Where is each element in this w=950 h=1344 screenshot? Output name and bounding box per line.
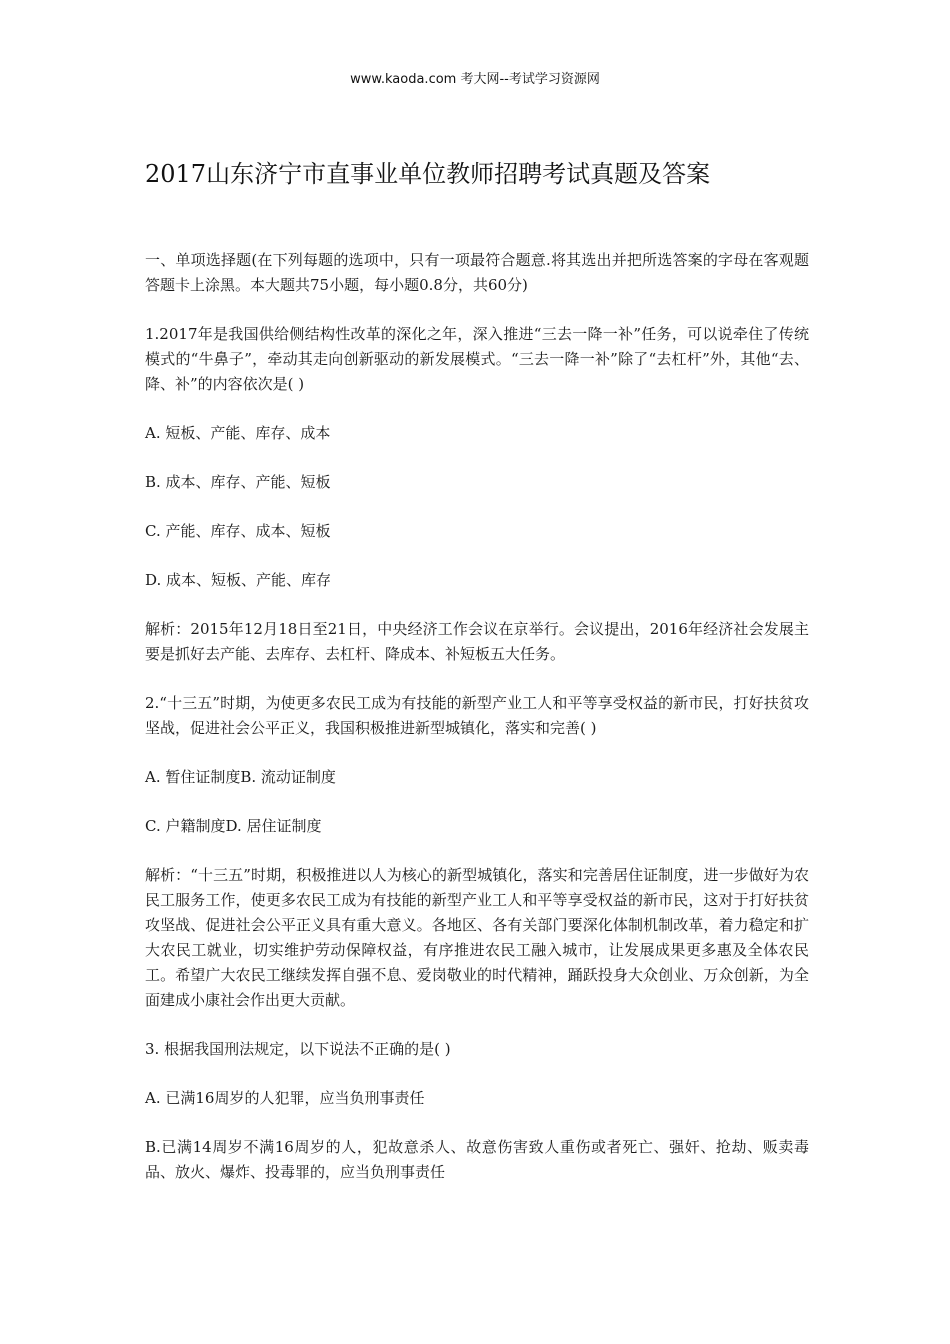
q1-option-b: B. 成本、库存、产能、短板: [145, 473, 331, 491]
q3-option-b: B.已满14周岁不满16周岁的人，犯故意杀人、故意伤害致人重伤或者死亡、强奸、抢劫、贩卖毒品、放火、爆炸、投毒罪的，应当负刑事责任: [145, 1138, 809, 1181]
question-3: 3. 根据我国刑法规定，以下说法不正确的是( ): [145, 1040, 451, 1058]
site-header: www.kaoda.com 考大网--考试学习资源网: [350, 72, 600, 87]
q3-option-a: A. 已满16周岁的人犯罪，应当负刑事责任: [145, 1089, 425, 1107]
q2-analysis: 解析：“十三五”时期，积极推进以人为核心的新型城镇化，落实和完善居住证制度，进一步做好为农民工服务工作，使更多农民工成为有技能的新型产业工人和平等享受权益的新市民，这对于打好扶贫攻坚战、促进社会公平正义具有重大意义。各地区、各有关部门要深化体制机制改革，着力稳定和扩大农民工就业，切实维护劳动保障权益，有序推进农民工融入城市，让发展成果更多惠及全体农民工。希望广大农民工继续发挥自强不息、爱岗敬业的时代精神，踊跃投身大众创业、万众创新，为全面建成小康社会作出更大贡献。: [145, 866, 809, 1009]
q2-options-cd: C. 户籍制度D. 居住证制度: [145, 817, 322, 835]
section-instructions: 一、单项选择题(在下列每题的选项中，只有一项最符合题意.将其选出并把所选答案的字母在客观题答题卡上涂黑。本大题共75小题，每小题0.8分，共60分): [145, 251, 809, 294]
q2-options-ab: A. 暂住证制度B. 流动证制度: [145, 768, 336, 786]
q1-option-a: A. 短板、产能、库存、成本: [145, 424, 331, 442]
page-title: 2017山东济宁市直事业单位教师招聘考试真题及答案: [145, 160, 711, 188]
question-2: 2.“十三五”时期，为使更多农民工成为有技能的新型产业工人和平等享受权益的新市民，打好扶贫攻坚战，促进社会公平正义，我国积极推进新型城镇化，落实和完善( ): [145, 694, 809, 737]
q1-option-d: D. 成本、短板、产能、库存: [145, 571, 332, 589]
document-body: [145, 248, 809, 1209]
q1-option-c: C. 产能、库存、成本、短板: [145, 522, 331, 540]
question-1: 1.2017年是我国供给侧结构性改革的深化之年，深入推进“三去一降一补”任务，可以说牵住了传统模式的“牛鼻子”，牵动其走向创新驱动的新发展模式。“三去一降一补”除了“去杠杆”外，其他“去、降、补”的内容依次是( ): [145, 325, 809, 393]
q1-analysis: 解析：2015年12月18日至21日，中央经济工作会议在京举行。会议提出，2016年经济社会发展主要是抓好去产能、去库存、去杠杆、降成本、补短板五大任务。: [145, 620, 809, 663]
